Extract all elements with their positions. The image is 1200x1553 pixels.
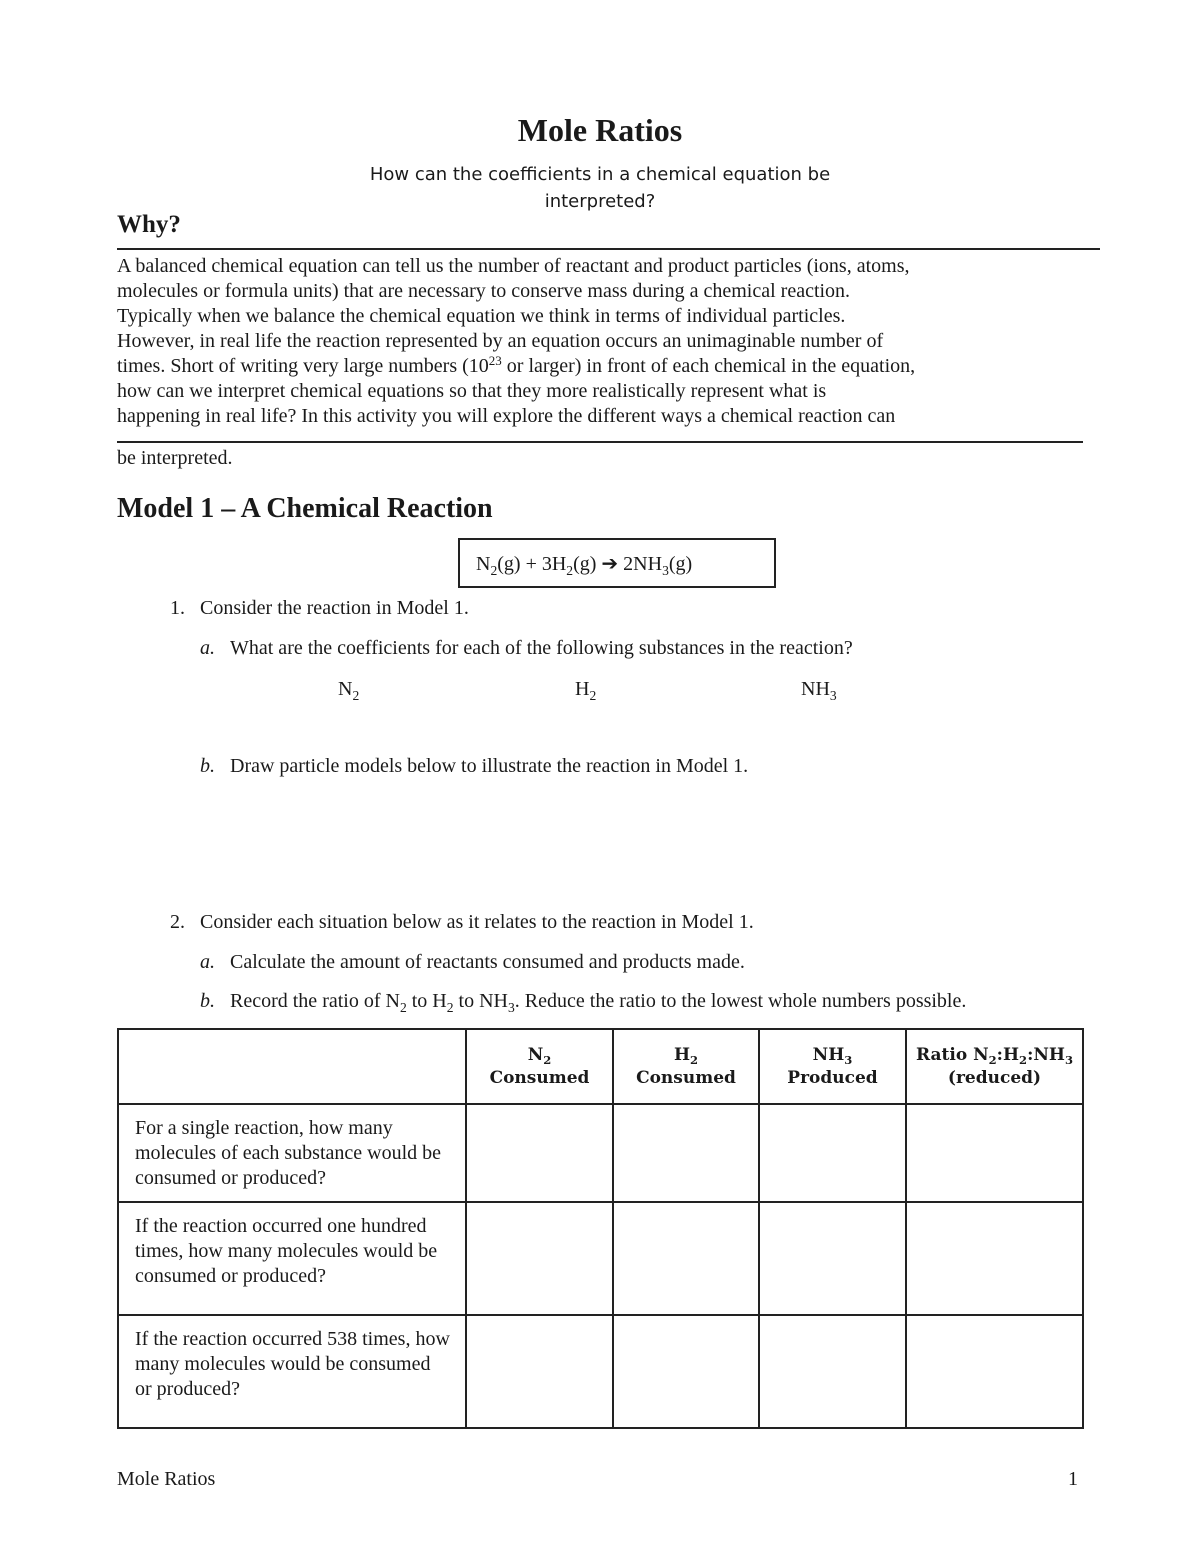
footer-title: Mole Ratios <box>117 1468 216 1490</box>
why-line <box>117 354 1077 379</box>
formula-base: H <box>575 678 590 700</box>
row-question: If the reaction occurred 538 times, how many molecules would be consumed or produced? <box>118 1315 466 1428</box>
formula-subscript: 2 <box>690 1053 699 1068</box>
header-n2-consumed <box>466 1029 613 1104</box>
formula-subscript: 2 <box>352 687 360 703</box>
formula-subscript: 2 <box>589 687 597 703</box>
subquestion-letter: b. <box>200 755 215 777</box>
eq-subscript: 2 <box>566 562 574 578</box>
answer-cell[interactable] <box>906 1202 1083 1315</box>
formula-subscript: 2 <box>543 1053 552 1068</box>
header-empty <box>118 1029 466 1104</box>
substance-h2 <box>575 678 596 701</box>
why-line: how can we interpret chemical equations so that they more realistically represent what is <box>117 380 827 402</box>
why-line-5-prefix: times. Short of writing very large numbers (10 <box>117 355 489 377</box>
answer-cell[interactable] <box>613 1104 759 1202</box>
header-label: Consumed <box>489 1068 590 1088</box>
question-text: Consider the reaction in Model 1. <box>200 597 469 619</box>
subquestion-text <box>230 990 966 1013</box>
why-heading: Why? <box>117 211 181 238</box>
text-part: . Reduce the ratio to the lowest whole numbers possible. <box>514 990 967 1012</box>
answer-cell[interactable] <box>466 1104 613 1202</box>
eq-part: (g) + 3H <box>497 553 567 575</box>
header-nh3-produced <box>759 1029 906 1104</box>
formula-subscript: 3 <box>1064 1053 1073 1068</box>
why-line: However, in real life the reaction represented by an equation occurs an unimaginable number of <box>117 330 884 352</box>
text-part: to NH <box>453 990 508 1012</box>
text-part: :NH <box>1027 1045 1065 1065</box>
text-part: :H <box>996 1045 1020 1065</box>
formula-base: H <box>673 1045 690 1065</box>
question-number: 2. <box>170 911 185 933</box>
formula-subscript: 2 <box>988 1053 997 1068</box>
header-label: Produced <box>787 1068 878 1088</box>
substance-nh3 <box>801 678 837 701</box>
subquestion-letter: a. <box>200 637 215 659</box>
subquestion-letter: a. <box>200 951 215 973</box>
question-text: Consider each situation below as it relates to the reaction in Model 1. <box>200 911 754 933</box>
eq-part: (g) ➔ 2NH <box>573 553 663 575</box>
answer-cell[interactable] <box>613 1315 759 1428</box>
header-h2-consumed <box>613 1029 759 1104</box>
why-line: happening in real life? In this activity you will explore the different ways a chemical reaction can <box>117 405 896 427</box>
header-label: Consumed <box>636 1068 736 1088</box>
eq-part: N <box>476 553 491 575</box>
subquestion-text: Calculate the amount of reactants consumed and products made. <box>230 951 745 973</box>
top-rule <box>117 248 1100 250</box>
answer-cell[interactable] <box>759 1315 906 1428</box>
answer-cell[interactable] <box>906 1104 1083 1202</box>
answer-cell[interactable] <box>466 1202 613 1315</box>
subquestion-text: Draw particle models below to illustrate the reaction in Model 1. <box>230 755 749 777</box>
eq-subscript: 2 <box>490 562 498 578</box>
formula-base: N <box>527 1045 544 1065</box>
subquestion-letter: b. <box>200 990 215 1012</box>
bottom-rule <box>117 441 1083 443</box>
formula-subscript: 2 <box>446 999 454 1015</box>
why-line-tail: be interpreted. <box>117 447 233 469</box>
table-row <box>118 1104 1083 1202</box>
text-part: Ratio N <box>915 1045 989 1065</box>
page-title: Mole Ratios <box>517 112 683 148</box>
why-line: Typically when we balance the chemical equation we think in terms of individual particles. <box>117 305 846 327</box>
header-label: (reduced) <box>947 1068 1042 1088</box>
answer-cell[interactable] <box>466 1315 613 1428</box>
subquestion-text: What are the coefficients for each of the following substances in the reaction? <box>230 637 853 659</box>
model-heading: Model 1 – A Chemical Reaction <box>117 493 493 524</box>
why-line-5-suffix: or larger) in front of each chemical in the equation, <box>501 355 916 377</box>
formula-base: NH <box>801 678 830 700</box>
answer-cell[interactable] <box>613 1202 759 1315</box>
page-subtitle: How can the coefficients in a chemical equation be interpreted? <box>369 164 831 212</box>
formula-subscript: 3 <box>829 687 837 703</box>
table-header-row <box>118 1029 1083 1104</box>
answer-cell[interactable] <box>759 1104 906 1202</box>
text-part: to H <box>406 990 447 1012</box>
answer-cell[interactable] <box>759 1202 906 1315</box>
answer-cell[interactable] <box>906 1315 1083 1428</box>
question-number: 1. <box>170 597 185 619</box>
row-question: If the reaction occurred one hundred times, how many molecules would be consumed or produced? <box>118 1202 466 1315</box>
table-row <box>118 1202 1083 1315</box>
table-row <box>118 1315 1083 1428</box>
row-question: For a single reaction, how many molecules of each substance would be consumed or produced? <box>118 1104 466 1202</box>
text-part: Record the ratio of N <box>230 990 400 1012</box>
page-number: 1 <box>1068 1468 1078 1490</box>
formula-base: N <box>338 678 353 700</box>
exponent: 23 <box>488 352 502 368</box>
why-line: molecules or formula units) that are necessary to conserve mass during a chemical reaction. <box>117 280 851 302</box>
header-ratio <box>906 1029 1083 1104</box>
formula-subscript: 2 <box>399 999 407 1015</box>
why-line: A balanced chemical equation can tell us the number of reactant and product particles (ions, atoms, <box>117 255 910 277</box>
chemical-equation <box>476 551 692 576</box>
formula-subscript: 3 <box>844 1053 853 1068</box>
substance-n2 <box>338 678 359 701</box>
formula-subscript: 3 <box>508 999 515 1015</box>
eq-subscript: 3 <box>662 562 669 578</box>
ratio-table <box>117 1028 1084 1429</box>
eq-part: (g) <box>668 553 693 575</box>
formula-subscript: 2 <box>1019 1053 1028 1068</box>
formula-base: NH <box>812 1045 845 1065</box>
why-paragraph <box>117 254 1077 429</box>
